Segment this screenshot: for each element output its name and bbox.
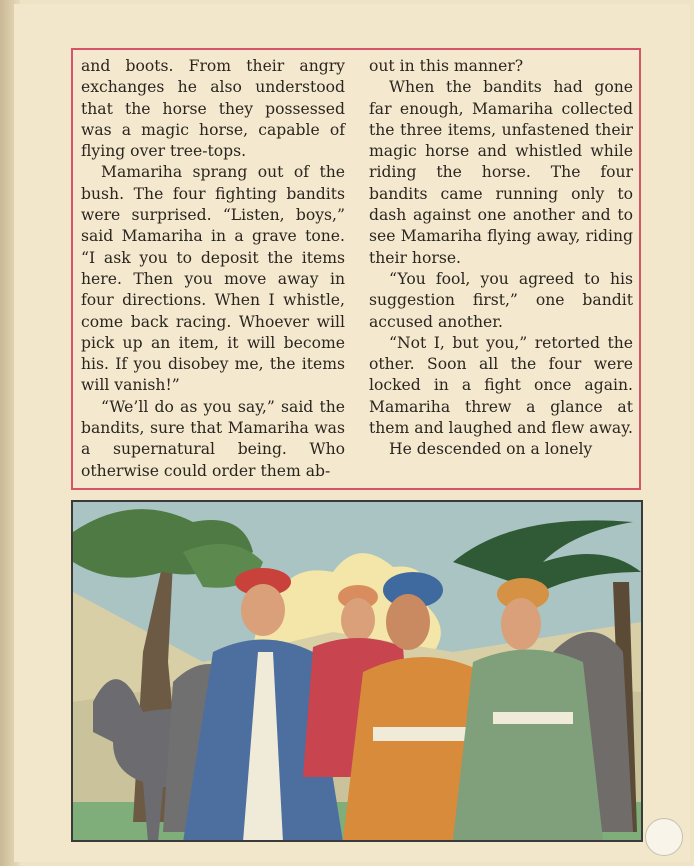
paragraph: “Not I, but you,” retorted the other. Soon all the four were locked in a fight once again. Mamariha threw a glance at them and laughed and flew away.	[369, 333, 633, 438]
bandits-illustration	[71, 500, 643, 842]
paragraph: He descended on a lonely	[389, 440, 593, 459]
right-column	[369, 56, 633, 461]
paragraph: When the bandits had gone far enough, Mamariha collected the three items, unfastened their magic horse and whistled while riding the horse. The four bandits came running only to dash against one another and to see Mamariha flying away, riding their horse.	[369, 78, 633, 267]
story-text-box	[71, 48, 641, 490]
paragraph: and boots. From their angry exchanges he also understood that the horse they possessed was a magic horse, capable of flying over tree-tops.	[81, 57, 345, 161]
left-column	[81, 56, 345, 482]
publisher-logo-icon	[645, 818, 683, 856]
paragraph: “You fool, you agreed to his suggestion first,” one bandit accused another.	[369, 269, 633, 331]
paragraph: “We’ll do as you say,” said the bandits, sure that Mamariha was a supernatural being. Who otherwise could order them ab-	[81, 397, 345, 480]
paragraph: out in this manner?	[369, 57, 524, 75]
illustration-svg	[73, 502, 641, 840]
paragraph: Mamariha sprang out of the bush. The four fighting bandits were surprised. “Listen, boys,” said Mamariha in a grave tone. “I ask you to deposit the items here. Then you move away in four directions. When I whistle, come back racing. Whoever will pick up an item, it will become his. If you disobey me, the items will vanish!”	[81, 163, 345, 395]
